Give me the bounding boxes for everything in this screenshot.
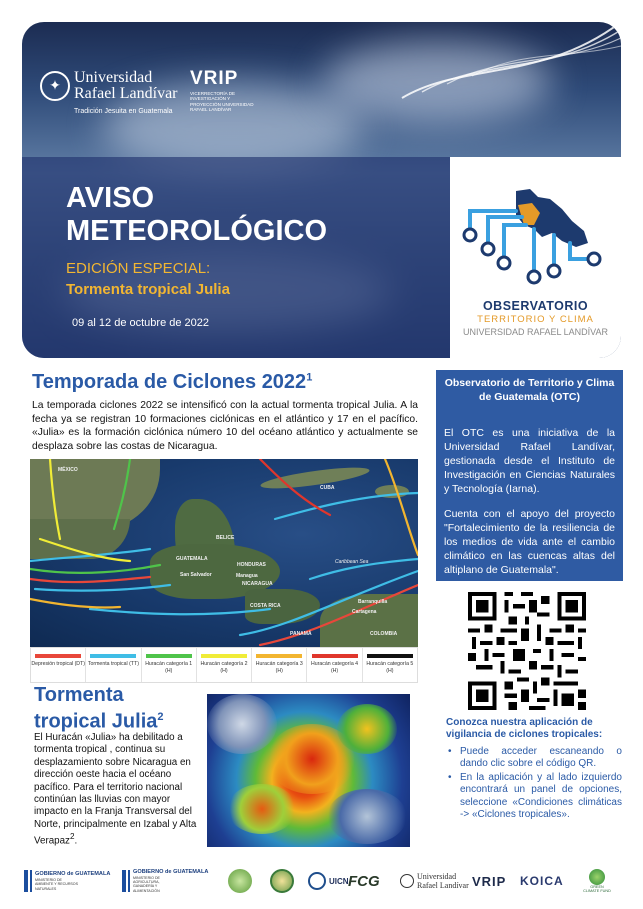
maga-logo: [122, 862, 208, 900]
app-instructions-list: [446, 746, 622, 822]
legend-label: Huracán categoría 1 (H): [145, 661, 193, 674]
page-title-line1: AVISO: [66, 182, 155, 214]
footnote-ref: 2: [157, 711, 164, 723]
map-label-honduras: HONDURAS: [237, 562, 266, 568]
legend-item: [252, 648, 307, 682]
maga-logo-title: GOBIERNO de GUATEMALA: [133, 868, 209, 875]
storm-cloud: [207, 694, 277, 754]
vrip-wordmark: VRIP: [190, 68, 239, 89]
section-title-julia: [34, 684, 164, 733]
section-title-text: Temporada de Ciclones 2022: [32, 371, 307, 393]
legend-item: [307, 648, 362, 682]
vrip-footer-logo: [472, 862, 506, 900]
legend-item: [197, 648, 252, 682]
vrip-subtitle: VICERRECTORÍA DE INVESTIGACIÓN Y PROYECCIÓN UNIVERSIDAD RAFAEL LANDÍVAR: [190, 91, 254, 113]
cyclone-tracks: [30, 459, 418, 647]
otc-name-line2: TERRITORIO Y CLIMA: [477, 314, 594, 325]
section-title-julia-line1: Tormenta: [34, 684, 124, 706]
map-label-barranquilla: Barranquilla: [358, 599, 388, 605]
marn-logo-subtitle: MINISTERIO DE AMBIENTE Y RECURSOS NATURALES: [35, 877, 79, 891]
legend-swatch: [201, 654, 247, 658]
university-tagline: Tradición Jesuita en Guatemala: [74, 108, 173, 115]
otc-logo: [450, 157, 621, 358]
url-seal-icon: [400, 874, 414, 888]
storm-subtitle: Tormenta tropical Julia: [66, 281, 230, 298]
inab-logo-icon: [228, 869, 252, 893]
section-body-julia-text: El Huracán «Julia» ha debilitado a tormenta tropical , continua su desplazamiento sobre Nicaragua en dirección oeste hacia el océano pacífico. Para el territorio nacional continúan las lluvias con mayor impacto en la Franja Transversal del Norte, principalmente en Izabal y Alta Verapaz: [34, 732, 197, 847]
legend-item: [31, 648, 86, 682]
legend-item: [86, 648, 141, 682]
gcf-logo-icon: [589, 869, 605, 885]
legend-swatch: [90, 654, 136, 658]
vrip-logo: [190, 69, 256, 113]
section-title-cyclones: [32, 371, 312, 394]
map-label-cuba: CUBA: [320, 485, 335, 491]
legend-item: [363, 648, 417, 682]
university-name: [74, 70, 178, 102]
marn-logo-title: GOBIERNO de GUATEMALA: [35, 870, 111, 877]
map-label-san-salvador: San Salvador: [180, 572, 212, 578]
map-legend: [30, 647, 418, 683]
gcf-logo: [582, 862, 612, 900]
storm-cloud: [227, 784, 297, 834]
legend-swatch: [146, 654, 192, 658]
map-label-mexico: MÉXICO: [58, 467, 78, 473]
inab-logo: [228, 862, 252, 900]
footnote-ref: 2: [69, 832, 75, 842]
list-item: • En la aplicación y al lado izquierdo encontrará un panel de opciones, seleccione «Condiciones climáticas -> «Ciclones tropicales».: [446, 772, 622, 822]
legend-label: Tormenta tropical (TT): [87, 661, 139, 667]
otc-info-paragraph: Cuenta con el apoyo del proyecto "Fortalecimiento de la resiliencia de los medios de vida ante el cambio climático en las cuencas altas del altiplano de Guatemala".: [444, 508, 615, 576]
satellite-image: [207, 694, 410, 847]
cyclone-tracks-map: [30, 459, 418, 647]
maga-logo-subtitle: MINISTERIO DE AGRICULTURA, GANADERÍA Y ALIMENTACIÓN: [133, 875, 160, 893]
map-label-nicaragua: NICARAGUA: [242, 581, 273, 587]
marn-logo: [24, 862, 110, 900]
legend-label: Huracán categoría 3 (H): [255, 661, 303, 674]
otc-info-title: Observatorio de Territorio y Clima de Guatemala (OTC): [444, 377, 615, 403]
footnote-ref: 1: [306, 371, 313, 384]
circuit-map-icon: [458, 185, 606, 293]
section-body-julia-end: .: [74, 835, 78, 847]
university-logo: [40, 70, 178, 102]
page-title: [66, 182, 406, 248]
section-body-julia: [34, 732, 198, 848]
wave-lines-decoration: [392, 22, 621, 102]
url-footer-line1: Universidad: [417, 872, 457, 881]
fcg-logo-text: FCG: [348, 872, 380, 890]
section-body-cyclones: La temporada ciclones 2022 se intensificó con la actual tormenta tropical Julia. A la fecha ya se registran 10 formaciones ciclónicas en el atlántico y 17 en el pacífico. «Julia» es la formación ciclónica número 10 del océano atlántico y actualmente se desplaza sobre las costas de Nicaragua.: [32, 400, 418, 452]
map-label-panama: PANAMÁ: [290, 631, 312, 637]
map-label-guatemala: GUATEMALA: [176, 556, 208, 562]
legend-swatch: [312, 654, 358, 658]
list-item: • Puede acceder escaneando o dando clic sobre el código QR.: [446, 746, 622, 771]
koica-logo-text: KOICA: [520, 874, 564, 888]
uicn-logo-icon: [308, 872, 326, 890]
legend-swatch: [367, 654, 413, 658]
uicn-logo: [308, 862, 349, 900]
url-footer-line2: Rafael Landívar: [417, 881, 469, 890]
legend-label: Huracán categoría 4 (H): [311, 661, 359, 674]
gcf-logo-text: GREEN CLIMATE FUND: [583, 884, 611, 893]
vrip-footer-text: VRIP: [472, 873, 507, 889]
map-label-caribbean-sea: Caribbean Sea: [335, 559, 369, 565]
university-name-line2: Rafael Landívar: [74, 85, 178, 102]
qr-code[interactable]: [468, 592, 586, 710]
legend-swatch: [256, 654, 302, 658]
storm-cloud: [337, 704, 397, 754]
legend-label: Depresión tropical (DT): [31, 661, 85, 667]
map-label-costa-rica: COSTA RICA: [250, 603, 281, 609]
section-title-julia-line2: tropical Julia: [34, 710, 158, 733]
fcg-logo: [348, 862, 380, 900]
url-footer-logo: [400, 862, 469, 900]
otc-info-box: [436, 370, 623, 581]
storm-cloud: [327, 789, 407, 844]
map-label-colombia: COLOMBIA: [370, 631, 398, 637]
app-intro: Conozca nuestra aplicación de vigilancia de ciclones tropicales:: [446, 717, 603, 741]
conap-logo: [270, 862, 294, 900]
partner-logos-footer: [20, 862, 623, 900]
map-label-managua: Managua: [236, 573, 258, 579]
otc-info-paragraph: El OTC es una iniciativa de la Universidad Rafael Landívar, gestionada desde el Instituto de Investigación en Ciencias Naturales y Tecnología (Iarna).: [444, 427, 615, 495]
edition-label: EDICIÓN ESPECIAL:: [66, 260, 211, 277]
date-range: 09 al 12 de octubre de 2022: [72, 317, 210, 329]
conap-logo-icon: [270, 869, 294, 893]
uicn-logo-text: UICN: [329, 876, 349, 886]
page-title-line2: METEOROLÓGICO: [66, 215, 327, 247]
university-name-line1: Universidad: [74, 69, 153, 86]
map-label-belice: BELICE: [216, 535, 235, 541]
otc-name-line3: UNIVERSIDAD RAFAEL LANDÍVAR: [462, 327, 609, 337]
header-banner: [22, 22, 621, 358]
legend-label: Huracán categoría 2 (H): [200, 661, 248, 674]
legend-swatch: [35, 654, 81, 658]
legend-item: [142, 648, 197, 682]
koica-logo: [520, 862, 564, 900]
map-label-cartagena: Cartagena: [352, 609, 377, 615]
university-seal-icon: ✦: [40, 71, 70, 101]
legend-label: Huracán categoría 5 (H): [366, 661, 414, 674]
otc-name-line1: OBSERVATORIO: [482, 299, 589, 313]
